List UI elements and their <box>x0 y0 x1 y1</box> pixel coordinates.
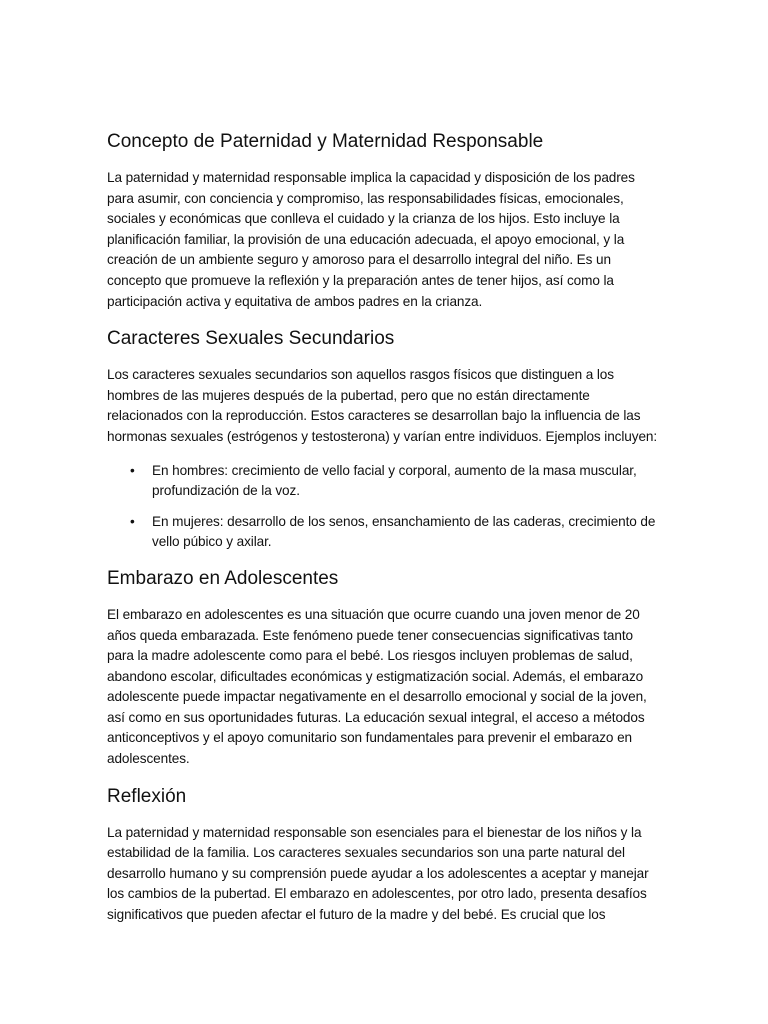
section-paragraph: La paternidad y maternidad responsable son esenciales para el bienestar de los niños y la estabilidad de la familia. Los caracteres sexuales secundarios son una parte natural del desarrollo humano y su comprensión puede ayudar a los adolescentes a aceptar y manejar los cambios de la pubertad. El embarazo en adolescentes, por otro lado, presenta desafíos significativos que pueden afectar el futuro de la madre y del bebé. Es crucial que los <box>107 824 649 923</box>
section-embarazo <box>107 565 663 770</box>
bullet-icon: • <box>130 513 135 529</box>
list-item <box>130 512 663 553</box>
section-reflexion <box>107 783 663 926</box>
section-paragraph: Los caracteres sexuales secundarios son aquellos rasgos físicos que distinguen a los hombres de las mujeres después de la pubertad, pero que no están directamente relacionados con la reproducción. Estos caracteres se desarrollan bajo la influencia de las hormonas sexuales (estrógenos y testosterona) y varían entre individuos. Ejemplos incluyen: <box>107 367 658 444</box>
list-item <box>130 461 663 502</box>
bullet-icon: • <box>130 462 135 478</box>
section-heading: Embarazo en Adolescentes <box>107 567 339 589</box>
section-paragraph: La paternidad y maternidad responsable implica la capacidad y disposición de los padres para asumir, con conciencia y compromiso, las responsabilidades físicas, emocionales, sociales y económicas que conlleva el cuidado y la crianza de los hijos. Esto incluye la planificación familiar, la provisión de una educación adecuada, el apoyo emocional, y la creación de un ambiente seguro y amoroso para el desarrollo integral del niño. Es un concepto que promueve la reflexión y la preparación antes de tener hijos, así como la participación activa y equitativa de ambos padres en la crianza. <box>107 170 635 309</box>
section-paragraph: El embarazo en adolescentes es una situación que ocurre cuando una joven menor de 20 años queda embarazada. Este fenómeno puede tener consecuencias significativas tanto para la madre adolescente como para el bebé. Los riesgos incluyen problemas de salud, abandono escolar, dificultades económicas y estigmatización social. Además, el embarazo adolescente puede impactar negativamente en el desarrollo emocional y social de la joven, así como en sus oportunidades futuras. La educación sexual integral, el acceso a métodos anticonceptivos y el apoyo comunitario son fundamentales para prevenir el embarazo en adolescentes. <box>107 606 647 767</box>
bullet-list <box>107 461 663 553</box>
section-caracteres <box>107 325 663 553</box>
document-page <box>107 128 663 939</box>
section-heading: Caracteres Sexuales Secundarios <box>107 328 395 350</box>
list-item-text: En mujeres: desarrollo de los senos, ensanchamiento de las caderas, crecimiento de vello púbico y axilar. <box>152 513 656 550</box>
list-item-text: En hombres: crecimiento de vello facial y corporal, aumento de la masa muscular, profundización de la voz. <box>152 462 637 499</box>
section-paternidad <box>107 128 663 312</box>
section-heading: Concepto de Paternidad y Maternidad Responsable <box>107 131 544 152</box>
section-heading: Reflexión <box>107 785 187 807</box>
